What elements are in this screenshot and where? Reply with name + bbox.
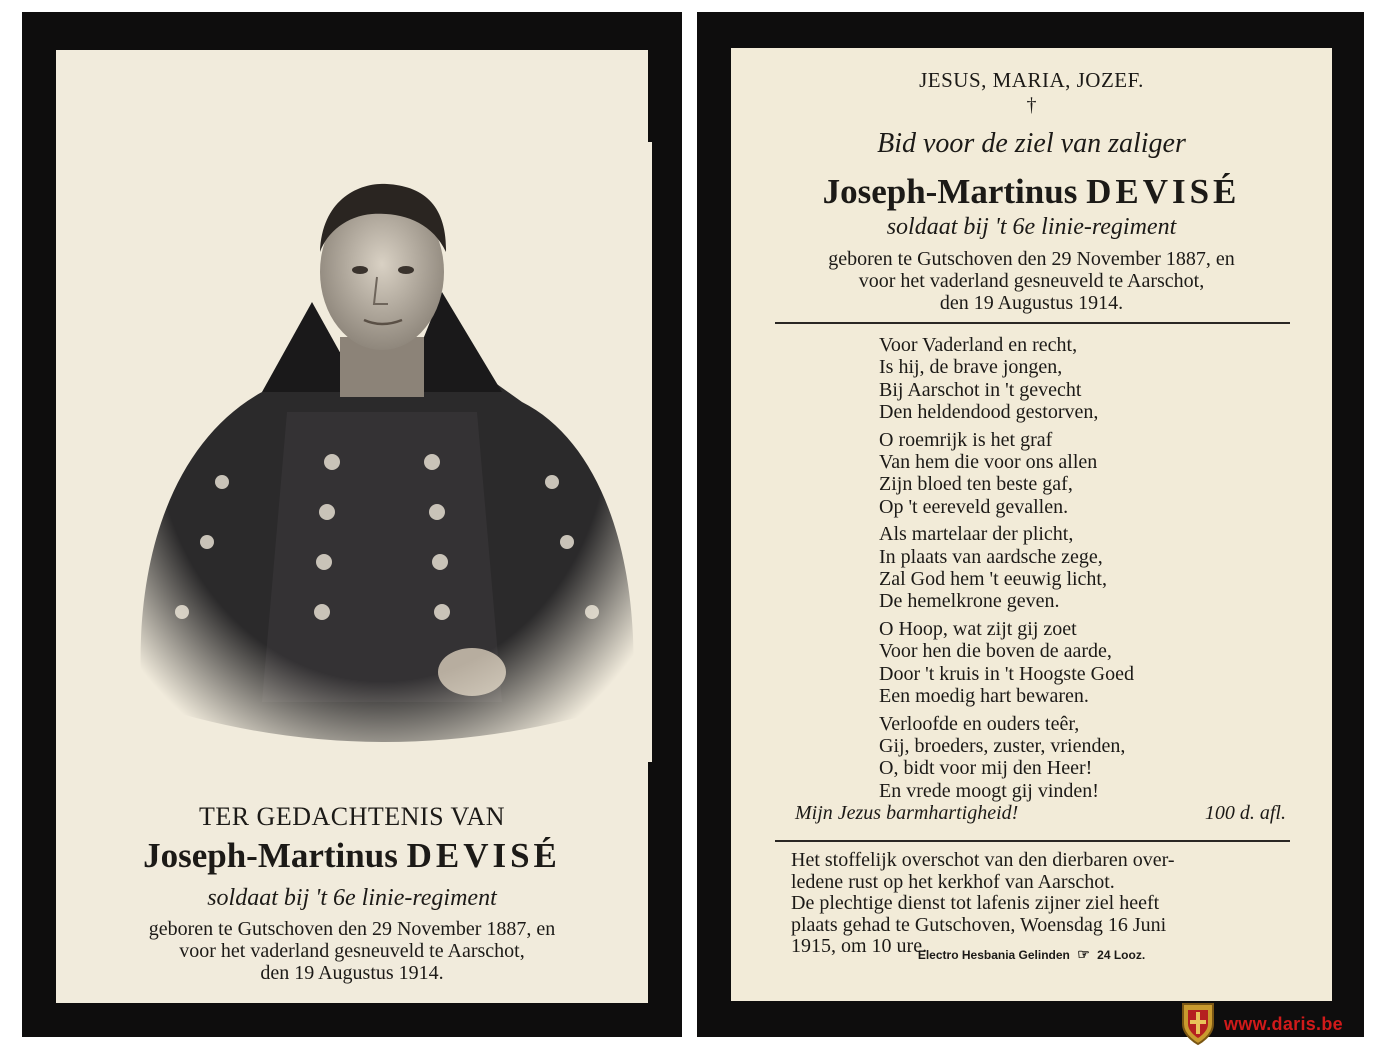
watermark-link[interactable]: www.daris.be [1224,1014,1343,1034]
indulgence-note: 100 d. afl. [1204,802,1286,824]
burial-line: De plechtige dienst tot lafenis zijner ziel heeft [791,892,1160,914]
bio-line: voor het vaderland gesneuveld te Aarschot, [179,940,525,962]
poem-line: Van hem die voor ons allen [879,451,1098,474]
given-names: Joseph-Martinus [143,836,398,875]
printer-imprint [731,946,1332,963]
poem-line: Bij Aarschot in 't gevecht [879,378,1082,401]
surname: DEVISÉ [1086,172,1241,211]
memorial-poem [879,334,1319,807]
poem-line: Als martelaar der plicht, [879,523,1074,546]
poem-line: Gij, broeders, zuster, vrienden, [879,734,1126,757]
poem-line: O Hoop, wat zijt gij zoet [879,617,1077,640]
burial-line: Het stoffelijk overschot van den dierbaren over- [791,849,1175,871]
poem-line: Door 't kruis in 't Hoogste Goed [879,662,1134,685]
burial-line: 1915, om 10 ure. [791,935,928,957]
burial-line: plaats gehad te Gutschoven, Woensdag 16 Juni [791,913,1167,936]
poem-line: Is hij, de brave jongen, [879,356,1063,379]
bio-line: voor het vaderland gesneuveld te Aarschot, [858,270,1205,292]
biography [56,918,648,984]
pointing-hand-icon: ☞ [1077,946,1090,962]
poem-line: Zijn bloed ten beste gaf, [879,473,1073,496]
memorial-card-back [697,12,1364,1037]
bio-line: geboren te Gutschoven den 29 November 1887, en [148,918,556,940]
divider [775,322,1290,324]
poem-line: Voor hen die boven de aarde, [879,640,1112,663]
poem-stanza [879,713,1319,803]
divider [775,840,1290,842]
deceased-name [56,836,648,876]
heraldic-shield-icon [1180,1000,1216,1046]
biography [731,248,1332,314]
surname: DEVISÉ [406,836,561,875]
poem-line: Den heldendood gestorven, [879,401,1099,424]
poem-stanza [879,334,1319,424]
cross-icon: † [1026,94,1037,116]
bio-line: den 19 Augustus 1914. [260,962,444,984]
poem-line: Zal God hem 't eeuwig licht, [879,568,1107,591]
poem-line: O roemrijk is het graf [879,428,1053,451]
given-names: Joseph-Martinus [822,172,1078,211]
bio-line: geboren te Gutschoven den 29 November 1887, en [828,248,1235,270]
poem-line: O, bidt voor mij den Heer! [879,757,1093,780]
burial-line: ledene rust op het kerkhof van Aarschot. [791,870,1115,893]
invocation-heading: JESUS, MARIA, JOZEF. [919,68,1144,92]
poem-stanza [879,523,1319,613]
poem-stanza [879,618,1319,708]
poem-line: Voor Vaderland en recht, [879,334,1078,356]
poem-line: Op 't eereveld gevallen. [879,495,1069,518]
bio-line: den 19 Augustus 1914. [939,292,1124,314]
poem-stanza [879,429,1319,519]
military-rank: soldaat bij 't 6e linie-regiment [207,885,497,911]
card-paper [731,48,1332,1001]
poem-line: Verloofde en ouders teêr, [879,712,1080,735]
poem-line: De hemelkrone geven. [879,590,1060,613]
prayer-intro: Bid voor de ziel van zaliger [877,128,1186,159]
deceased-name [731,172,1332,212]
burial-notice [791,850,1288,958]
card-paper [56,50,648,1003]
memorial-card-front [22,12,682,1037]
printer-place: 24 Looz. [1097,948,1146,962]
closing-line [795,802,1286,825]
poem-line: Een moedig hart bewaren. [879,685,1089,708]
portrait-image [112,142,652,762]
soldier-portrait [112,142,652,762]
memorial-heading: TER GEDACHTENIS VAN [198,802,506,831]
poem-line: En vrede moogt gij vinden! [879,779,1099,802]
printer-name: Electro Hesbania Gelinden [917,948,1070,962]
poem-line: In plaats van aardsche zege, [879,545,1103,568]
closing-prayer: Mijn Jezus barmhartigheid! [795,802,1019,824]
military-rank: soldaat bij 't 6e linie-regiment [886,214,1177,240]
